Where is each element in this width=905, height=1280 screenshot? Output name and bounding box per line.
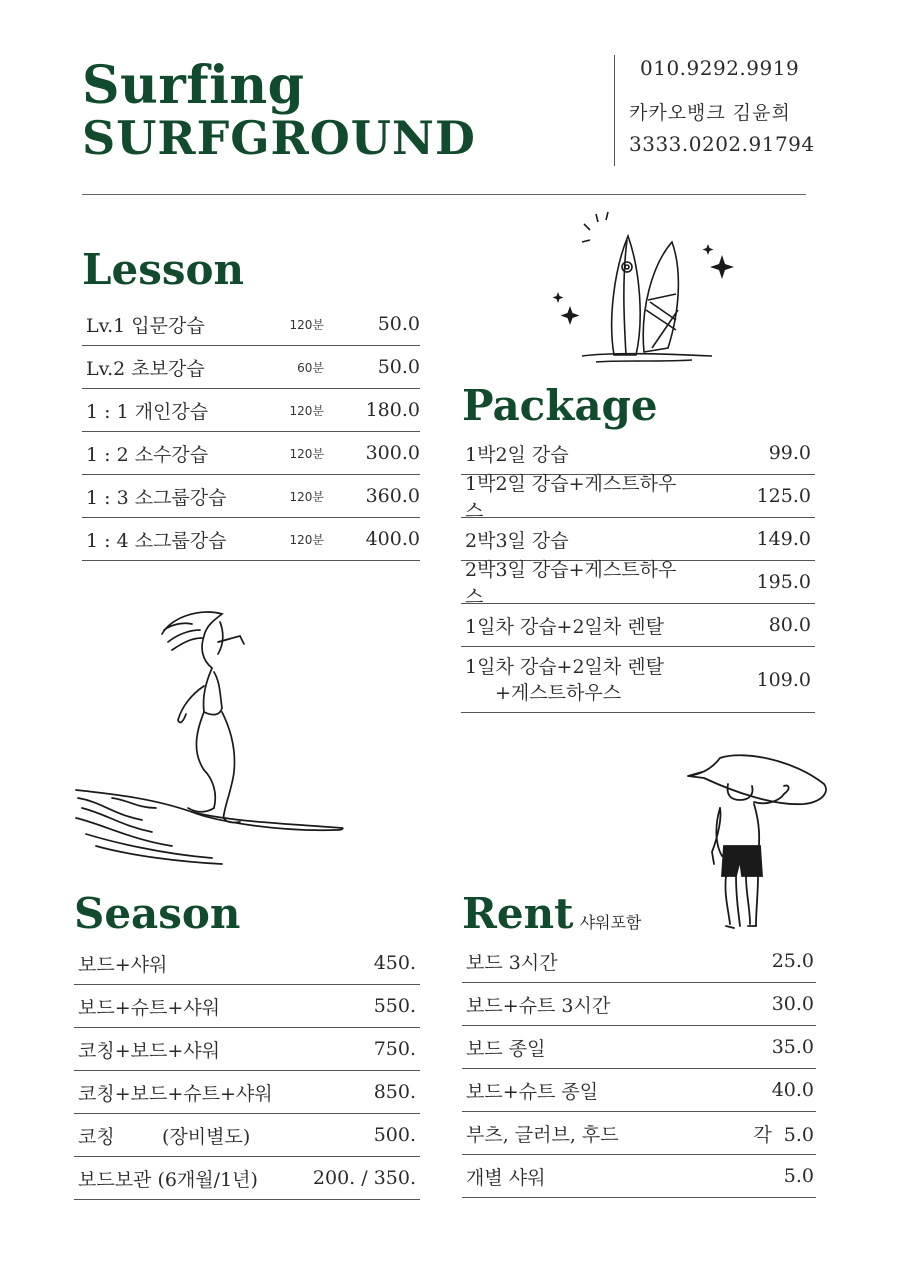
- table-row: [82, 432, 420, 475]
- lesson-price: 50.0: [377, 356, 420, 378]
- bank-info: 카카오뱅크 김윤희: [629, 102, 791, 124]
- rent-name: 부츠, 글러브, 후드: [466, 1123, 619, 1146]
- phone-number: 010.9292.9919: [640, 56, 800, 80]
- season-name: 보드+슈트+샤워: [78, 996, 220, 1019]
- surfboards-illustration: [552, 210, 742, 375]
- table-row: [462, 1069, 816, 1112]
- lesson-title: Lesson: [82, 245, 245, 294]
- lesson-price: 300.0: [365, 442, 420, 464]
- table-row: [462, 1155, 816, 1198]
- package-price: 195.0: [756, 571, 811, 593]
- table-row: [74, 942, 420, 985]
- season-name: 코칭+보드+샤워: [78, 1039, 220, 1062]
- package-price: 109.0: [756, 668, 811, 691]
- lesson-name: 1 : 2 소수강습: [86, 443, 209, 466]
- season-table: [74, 942, 420, 1200]
- lesson-name: 1 : 1 개인강습: [86, 400, 209, 423]
- lesson-price: 50.0: [377, 313, 420, 335]
- title-surfground: SURFGROUND: [82, 111, 476, 165]
- season-name: 코칭+보드+슈트+샤워: [78, 1082, 273, 1105]
- table-row: [74, 1071, 420, 1114]
- table-row: [82, 518, 420, 561]
- lesson-table: [82, 303, 420, 561]
- season-price: 850.: [373, 1081, 416, 1103]
- season-price: 450.: [373, 952, 416, 974]
- table-row: [74, 1157, 420, 1200]
- package-price: 125.0: [756, 485, 811, 507]
- rent-name: 보드+슈트 종일: [466, 1080, 599, 1103]
- rent-price: 30.0: [771, 993, 814, 1015]
- table-row: [74, 985, 420, 1028]
- package-name: 1박2일 강습+게스트하우스: [465, 473, 677, 522]
- table-row: [462, 1112, 816, 1155]
- lesson-price: 180.0: [365, 399, 420, 421]
- package-price: 99.0: [768, 442, 811, 464]
- table-row: [82, 475, 420, 518]
- table-row: [461, 473, 815, 522]
- package-name: 1박2일 강습: [465, 443, 569, 466]
- surfer-woman-illustration: [72, 602, 352, 867]
- lesson-duration: 120분: [289, 489, 324, 504]
- header-rule: [82, 194, 806, 195]
- season-name: 보드보관 (6개월/1년): [78, 1168, 258, 1191]
- account-number: 3333.0202.91794: [629, 132, 815, 156]
- season-name: 코칭: [78, 1125, 115, 1148]
- lesson-price: 360.0: [365, 485, 420, 507]
- table-row: [82, 303, 420, 346]
- rent-price: 40.0: [771, 1079, 814, 1101]
- rent-price: 25.0: [771, 950, 814, 972]
- header-divider: [614, 55, 615, 166]
- season-name: 보드+샤워: [78, 953, 168, 976]
- season-title: Season: [74, 889, 241, 938]
- rent-name: 보드 종일: [466, 1037, 546, 1060]
- lesson-name: 1 : 3 소그룹강습: [86, 486, 227, 509]
- table-row: [461, 647, 815, 713]
- table-row: [74, 1028, 420, 1071]
- season-extra: (장비별도): [162, 1125, 251, 1148]
- lesson-duration: 120분: [289, 403, 324, 418]
- lesson-name: Lv.1 입문강습: [86, 314, 205, 337]
- lesson-duration: 120분: [289, 532, 324, 547]
- table-row: [74, 1114, 420, 1157]
- rent-name: 보드+슈트 3시간: [466, 994, 611, 1017]
- rent-table: [462, 940, 816, 1198]
- package-name: 1일차 강습+2일차 렌탈: [465, 655, 665, 678]
- title-surfing: Surfing: [82, 55, 305, 116]
- package-name: 1일차 강습+2일차 렌탈: [465, 615, 665, 638]
- lesson-name: Lv.2 초보강습: [86, 357, 205, 380]
- rent-price: 35.0: [771, 1036, 814, 1058]
- package-name-multiline: [461, 654, 691, 706]
- rent-note: 샤워포함: [579, 913, 642, 932]
- table-row: [461, 559, 815, 608]
- package-price: 80.0: [768, 614, 811, 636]
- rent-name: 보드 3시간: [466, 951, 558, 974]
- man-carrying-board-illustration: [684, 748, 834, 933]
- package-name-line2: +게스트하우스: [495, 681, 622, 704]
- table-row: [462, 940, 816, 983]
- season-price: 750.: [373, 1038, 416, 1060]
- lesson-price: 400.0: [365, 528, 420, 550]
- table-row: [82, 389, 420, 432]
- table-row: [461, 604, 815, 647]
- lesson-duration: 120분: [289, 446, 324, 461]
- table-row: [462, 1026, 816, 1069]
- rent-price: 각 5.0: [753, 1123, 814, 1146]
- season-price: 200. / 350.: [312, 1167, 416, 1189]
- package-name: 2박3일 강습: [465, 529, 569, 552]
- lesson-duration: 120분: [289, 317, 324, 332]
- season-price: 500.: [373, 1124, 416, 1146]
- package-price: 149.0: [756, 528, 811, 550]
- rent-title-text: Rent: [462, 889, 574, 938]
- table-row: [82, 346, 420, 389]
- rent-name: 개별 샤워: [466, 1166, 546, 1189]
- rent-title: [462, 890, 641, 947]
- lesson-duration: 60분: [297, 360, 324, 375]
- lesson-name: 1 : 4 소그룹강습: [86, 529, 227, 552]
- package-table: [461, 432, 815, 713]
- rent-price: 5.0: [783, 1165, 814, 1187]
- season-price: 550.: [373, 995, 416, 1017]
- package-title: Package: [462, 381, 658, 430]
- table-row: [462, 983, 816, 1026]
- package-name: 2박3일 강습+게스트하우스: [465, 559, 677, 608]
